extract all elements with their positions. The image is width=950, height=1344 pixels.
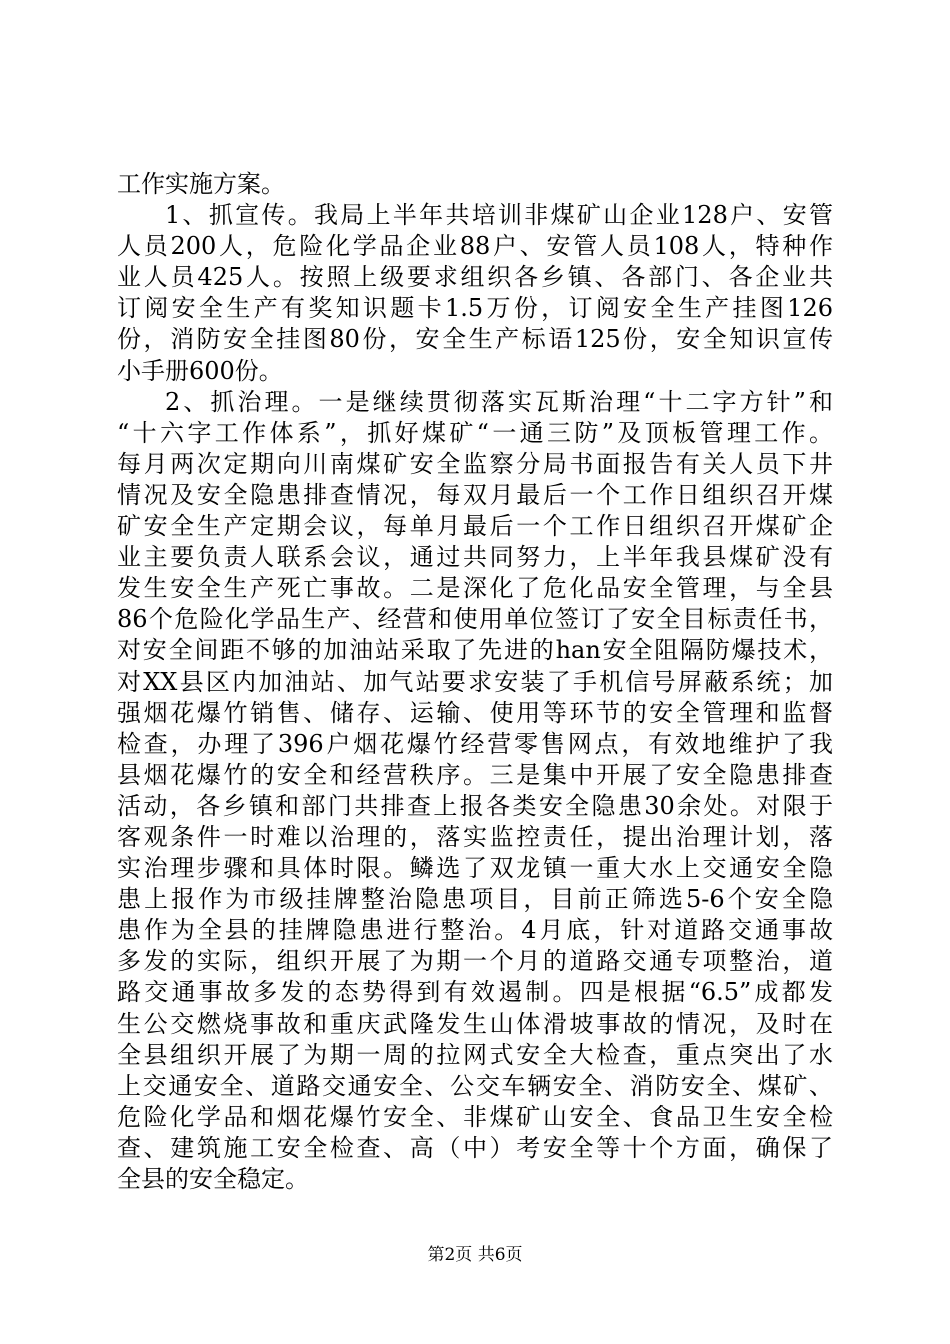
text-line: 患作为全县的挂牌隐患进行整治。4月底，针对道路交通事故 (117, 916, 833, 945)
text-line: 矿安全生产定期会议，每单月最后一个工作日组织召开煤矿企 (117, 512, 833, 541)
text-line: 活动，各乡镇和部门共排查上报各类安全隐患30余处。对限于 (117, 791, 833, 820)
text-line: 路交通事故多发的态势得到有效遏制。四是根据“6.5”成都发 (117, 978, 833, 1007)
text-line: 2、抓治理。一是继续贯彻落实瓦斯治理“十二字方针”和 (165, 387, 833, 416)
text-line: 全县的安全稳定。 (117, 1165, 309, 1193)
text-line: “十六字工作体系”，抓好煤矿“一通三防”及顶板管理工作。 (117, 418, 833, 447)
text-line: 工作实施方案。 (117, 170, 285, 198)
text-line: 小手册600份。 (117, 356, 283, 385)
text-line: 业人员425人。按照上级要求组织各乡镇、各部门、各企业共 (117, 263, 833, 292)
text-line: 情况及安全隐患排查情况，每双月最后一个工作日组织召开煤 (117, 480, 833, 509)
text-line: 人员200人，危险化学品企业88户、安管人员108人，特种作 (117, 232, 833, 261)
text-line: 86个危险化学品生产、经营和使用单位签订了安全目标责任书， (117, 605, 833, 634)
text-line: 多发的实际，组织开展了为期一个月的道路交通专项整治，道 (117, 947, 833, 976)
text-line: 查、建筑施工安全检查、高（中）考安全等十个方面，确保了 (117, 1133, 833, 1162)
body-text (117, 169, 833, 1195)
text-line: 发生安全生产死亡事故。二是深化了危化品安全管理，与全县 (117, 574, 833, 603)
text-line: 全县组织开展了为期一周的拉网式安全大检查，重点突出了水 (117, 1040, 833, 1069)
text-line: 实治理步骤和具体时限。鳞选了双龙镇一重大水上交通安全隐 (117, 854, 833, 883)
text-line: 对安全间距不够的加油站采取了先进的han安全阻隔防爆技术， (117, 636, 833, 665)
text-line: 强烟花爆竹销售、储存、运输、使用等环节的安全管理和监督 (117, 698, 833, 727)
text-line: 客观条件一时难以治理的，落实监控责任，提出治理计划，落 (117, 822, 833, 851)
text-line: 患上报作为市级挂牌整治隐患项目，目前正筛选5-6个安全隐 (117, 885, 833, 914)
text-line: 1、抓宣传。我局上半年共培训非煤矿山企业128户、安管 (165, 201, 833, 230)
text-line: 上交通安全、道路交通安全、公交车辆安全、消防安全、煤矿、 (117, 1071, 833, 1100)
text-line: 检查，办理了396户烟花爆竹经营零售网点，有效地维护了我 (117, 729, 833, 758)
text-line: 订阅安全生产有奖知识题卡1.5万份，订阅安全生产挂图126 (117, 294, 833, 323)
text-line: 业主要负责人联系会议，通过共同努力，上半年我县煤矿没有 (117, 543, 833, 572)
page-number-footer: 第2页 共6页 (427, 1245, 523, 1265)
text-line: 生公交燃烧事故和重庆武隆发生山体滑坡事故的情况，及时在 (117, 1009, 833, 1038)
text-line: 每月两次定期向川南煤矿安全监察分局书面报告有关人员下井 (117, 449, 833, 478)
text-line: 对XX县区内加油站、加气站要求安装了手机信号屏蔽系统；加 (117, 667, 833, 696)
text-line: 份，消防安全挂图80份，安全生产标语125份，安全知识宣传 (117, 325, 833, 354)
text-line: 县烟花爆竹的安全和经营秩序。三是集中开展了安全隐患排查 (117, 760, 833, 789)
text-line: 危险化学品和烟花爆竹安全、非煤矿山安全、食品卫生安全检 (117, 1102, 833, 1131)
